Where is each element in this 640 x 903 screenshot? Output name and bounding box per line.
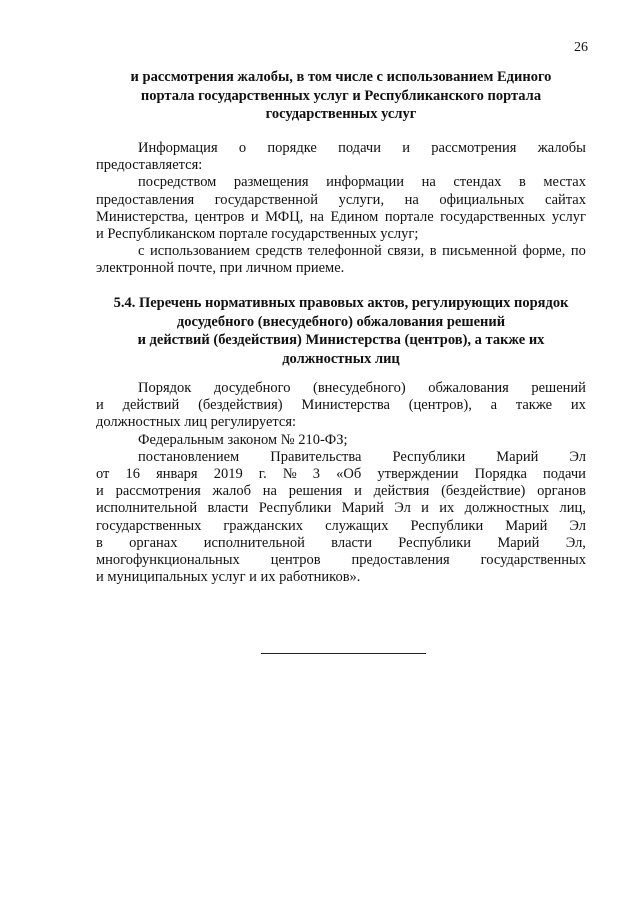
page-number: 26 — [574, 40, 588, 55]
word: Марий — [505, 517, 548, 534]
word: Информация — [138, 140, 218, 156]
word: портале — [384, 208, 434, 225]
paragraph-line — [96, 140, 586, 157]
word: жалобы — [537, 140, 586, 156]
word: решений — [531, 380, 586, 396]
word: (бездействия) — [198, 397, 283, 414]
paragraph-line — [96, 209, 586, 226]
word: лиц, — [559, 500, 586, 517]
word: на — [309, 208, 324, 225]
word: и — [354, 483, 362, 500]
word: с — [138, 243, 145, 260]
word: действия — [373, 483, 430, 500]
word: от — [96, 465, 110, 482]
word: на — [421, 174, 436, 191]
word: гражданских — [223, 517, 304, 534]
word: государственных — [96, 517, 202, 534]
paragraph-line — [96, 380, 586, 397]
word: государственных — [480, 551, 586, 568]
word: Правительства — [270, 448, 362, 465]
word: сайтах — [544, 191, 586, 208]
word: также — [515, 397, 553, 414]
word: обжалования — [428, 380, 509, 396]
paragraph-line — [96, 449, 586, 466]
word: Порядок — [138, 380, 192, 396]
word: официальных — [439, 191, 525, 208]
word: предоставления — [96, 191, 195, 208]
word: (внесудебного) — [313, 380, 406, 396]
word: предоставления — [351, 551, 450, 568]
word: утверждении — [377, 465, 459, 482]
word: подачи — [338, 140, 381, 156]
word: о — [238, 140, 247, 156]
word: Эл — [394, 500, 411, 517]
word: постановлением — [138, 448, 240, 465]
word: власти — [207, 500, 249, 517]
word: в — [429, 243, 437, 260]
end-separator-line — [261, 653, 426, 654]
paragraph-line: и Республиканском портале государственных услуг; — [96, 225, 419, 242]
paragraph-regulatory-acts — [96, 380, 586, 586]
word: услуги, — [338, 191, 385, 208]
word: органов — [537, 483, 586, 500]
word: служащих — [325, 517, 389, 534]
word: Республики — [410, 517, 484, 534]
word: досудебного — [213, 380, 291, 396]
word: Марий — [497, 534, 540, 551]
word: в — [518, 174, 526, 191]
word: (бездействие) — [441, 483, 526, 500]
word: № — [282, 465, 297, 482]
word: 16 — [125, 465, 141, 482]
word: Республики — [392, 448, 466, 465]
paragraph-line — [96, 483, 586, 500]
word: Марий — [341, 500, 384, 517]
word: МФЦ, — [265, 208, 304, 225]
heading-line: 5.4. Перечень нормативных правовых актов, регулирующих порядок — [113, 295, 569, 311]
word: многофункциональных — [96, 551, 240, 568]
word: телефонной — [308, 243, 382, 260]
paragraph-line — [96, 518, 586, 535]
word: услуг — [551, 208, 586, 225]
word: на — [404, 191, 419, 208]
heading-line: и рассмотрения жалобы, в том числе с использованием Единого — [130, 69, 552, 85]
heading-line: государственных услуг — [265, 106, 417, 122]
word: рассмотрения — [431, 140, 517, 156]
word: 3 — [312, 465, 321, 482]
heading-line: должностных лиц — [282, 350, 400, 367]
paragraph-complaint-information — [96, 140, 586, 278]
word: Порядка — [474, 465, 527, 482]
word: Республики — [398, 534, 472, 551]
heading-line: досудебного (внесудебного) обжалования решений — [176, 313, 506, 330]
section-heading-5-4 — [96, 294, 586, 368]
word: их — [570, 397, 586, 414]
heading-line: и действий (бездействия) Министерства (центров), а также их — [137, 332, 545, 348]
word: государственной — [214, 191, 319, 208]
word: Министерства — [301, 397, 390, 414]
paragraph-line — [96, 535, 586, 552]
paragraph-line — [96, 243, 586, 260]
paragraph-line — [96, 174, 586, 191]
heading-line: портала государственных услуг и Республиканского портала — [140, 87, 542, 104]
word: посредством — [138, 174, 217, 191]
word: средств — [255, 243, 303, 260]
section-heading-complaint-information — [96, 68, 586, 124]
word: информации — [326, 174, 405, 191]
paragraph-line: и муниципальных услуг и их работников». — [96, 569, 361, 586]
word: письменной — [442, 243, 517, 260]
word: стендах — [453, 174, 502, 191]
word: (центров), — [408, 397, 472, 414]
word: исполнительной — [203, 534, 305, 551]
paragraph-line — [96, 192, 586, 209]
word: связи, — [387, 243, 425, 260]
word: г. — [258, 465, 267, 482]
word: января — [156, 465, 198, 482]
word: Эл — [569, 448, 586, 465]
paragraph-line — [96, 552, 586, 569]
paragraph-line: должностных лиц регулируется: — [96, 414, 297, 431]
word: форме, — [522, 243, 566, 260]
paragraph-line — [96, 466, 586, 483]
word: и — [250, 208, 259, 225]
word: размещения — [233, 174, 309, 191]
word: Марий — [496, 448, 539, 465]
word: порядке — [267, 140, 317, 156]
word: исполнительной — [96, 500, 198, 517]
word: Эл, — [565, 534, 586, 551]
word: решения — [288, 483, 343, 500]
paragraph-line — [96, 500, 586, 517]
word: Едином — [330, 208, 379, 225]
word: местах — [543, 174, 586, 191]
word: 2019 — [213, 465, 243, 482]
word: а — [490, 397, 498, 414]
word: рассмотрения — [115, 483, 201, 500]
word: власти — [331, 534, 373, 551]
word: «Об — [336, 465, 362, 482]
word: центров — [194, 208, 245, 225]
paragraph-line: Федеральным законом № 210-ФЗ; — [138, 431, 348, 448]
word: и — [402, 140, 411, 156]
word: Эл — [569, 517, 586, 534]
paragraph-line: электронной почте, при личном приеме. — [96, 260, 345, 277]
word: по — [570, 243, 586, 260]
word: и — [421, 500, 429, 517]
word: должностных — [464, 500, 550, 517]
word: использованием — [149, 243, 250, 260]
word: органах — [129, 534, 178, 551]
word: центров — [270, 551, 321, 568]
word: на — [262, 483, 277, 500]
word: и — [96, 483, 104, 500]
word: действий — [122, 397, 180, 414]
paragraph-line — [96, 397, 586, 414]
word: подачи — [543, 465, 586, 482]
word: в — [96, 534, 103, 551]
paragraph-line: предоставляется: — [96, 157, 203, 174]
word: их — [439, 500, 455, 517]
word: государственных — [440, 208, 546, 225]
word: Министерства, — [96, 208, 189, 225]
word: жалоб — [212, 483, 251, 500]
word: Республики — [258, 500, 332, 517]
word: и — [96, 397, 104, 414]
